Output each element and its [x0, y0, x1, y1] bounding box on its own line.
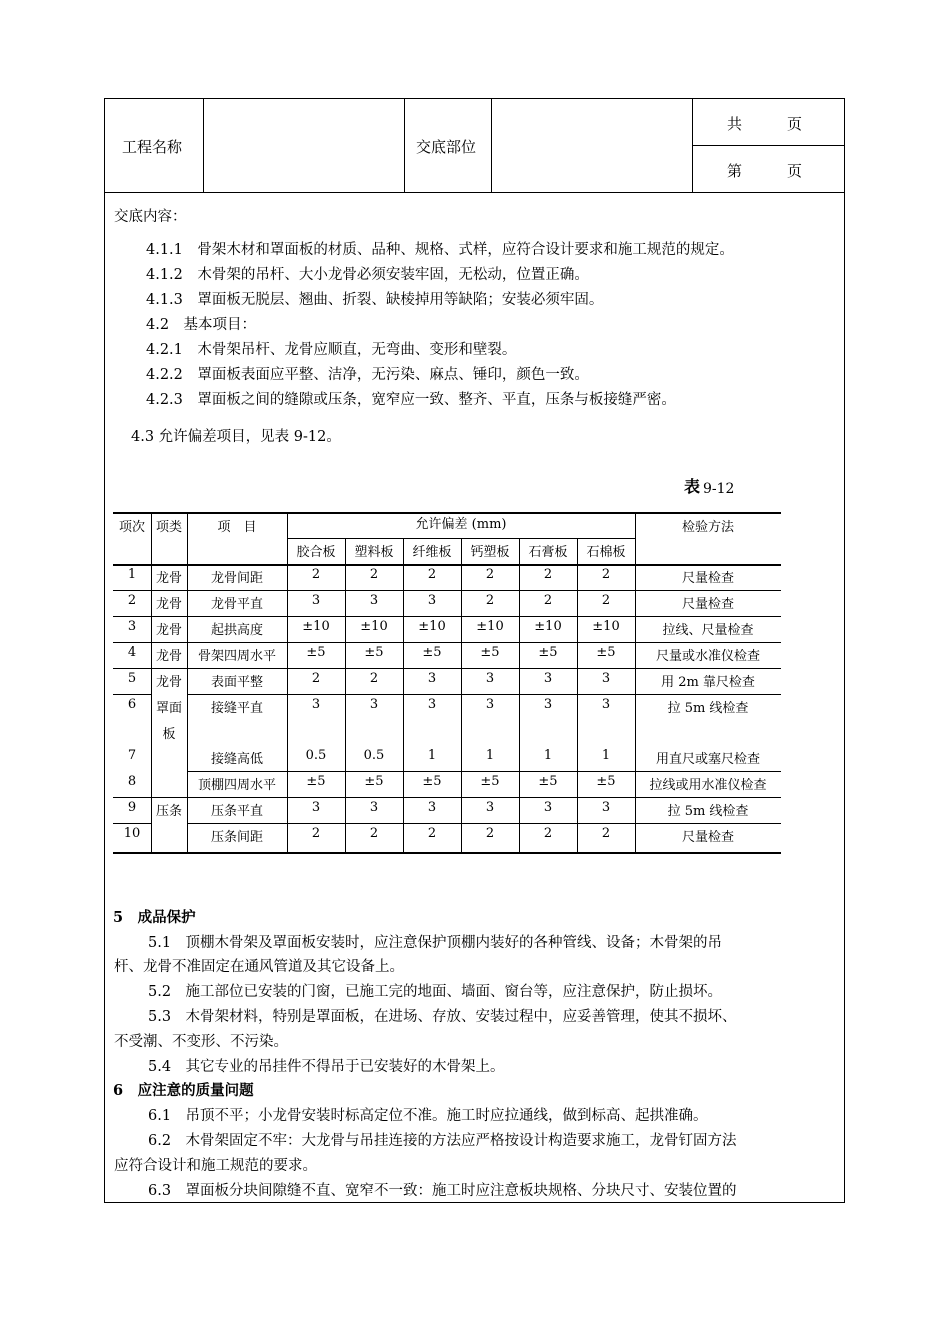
- cell-method: 用直尺或塞尺检查: [655, 752, 760, 767]
- section-6-1: 6.1 吊顶不平；小龙骨安装时标高定位不准。施工时应拉通线，做到标高、起拱准确。: [148, 1108, 708, 1124]
- col-header-method: 检验方法: [681, 520, 734, 535]
- cell-tolerance-value: 2: [543, 826, 553, 841]
- cell-tolerance-value: ±5: [364, 645, 384, 660]
- cell-tolerance-value: 2: [311, 567, 321, 582]
- cell-category: 龙骨: [155, 649, 182, 664]
- col-header-category: 项类: [155, 520, 182, 535]
- cell-category: 龙骨: [155, 623, 182, 638]
- cell-tolerance-value: 2: [369, 567, 379, 582]
- cell-tolerance-value: 3: [601, 800, 611, 815]
- cell-seq: 2: [127, 593, 137, 608]
- cell-item: 表面平整: [210, 675, 263, 690]
- cell-tolerance-value: 2: [427, 567, 437, 582]
- cell-tolerance-value: 3: [369, 593, 379, 608]
- cell-category: 龙骨: [155, 571, 182, 586]
- cell-seq: 3: [127, 619, 137, 634]
- cell-seq: 8: [127, 774, 137, 789]
- table-number: 9-12: [703, 481, 735, 497]
- table-rule: [113, 797, 781, 798]
- cell-method: 拉线或用水准仪检查: [649, 778, 767, 793]
- col-header-material: 胶合板: [296, 545, 336, 560]
- table-rule: [113, 694, 151, 695]
- cell-category-cont: 板: [162, 727, 176, 742]
- col-header-tolerance: 允许偏差 (mm): [415, 517, 507, 532]
- header-divider: [404, 99, 405, 192]
- cell-tolerance-value: 2: [311, 826, 321, 841]
- cell-seq: 4: [127, 645, 137, 660]
- item-4-3: 4.3 允许偏差项目，见表 9-12。: [131, 429, 341, 445]
- cell-tolerance-value: 2: [601, 826, 611, 841]
- cell-seq: 5: [127, 671, 137, 686]
- cell-tolerance-value: 2: [543, 593, 553, 608]
- section-6-2-cont: 应符合设计和施工规范的要求。: [114, 1158, 317, 1174]
- cell-category: 罩面: [155, 701, 182, 716]
- cell-tolerance-value: ±10: [534, 619, 562, 634]
- cell-tolerance-value: 1: [543, 748, 553, 763]
- cell-tolerance-value: 0.5: [305, 748, 327, 763]
- cell-item: 顶棚四周水平: [197, 778, 276, 793]
- section-5-1: 5.1 顶棚木骨架及罩面板安装时，应注意保护顶棚内装好的各种管线、设备；木骨架的吊: [148, 935, 723, 951]
- col-header-material: 塑料板: [354, 545, 394, 560]
- cell-tolerance-value: 3: [427, 671, 437, 686]
- cell-tolerance-value: 3: [485, 671, 495, 686]
- cell-method: 拉 5m 线检查: [667, 701, 749, 716]
- section-5-4: 5.4 其它专业的吊挂件不得吊于已安装好的木骨架上。: [148, 1059, 505, 1075]
- table-rule: [113, 616, 781, 617]
- cell-tolerance-value: 1: [601, 748, 611, 763]
- col-header-seq: 项次: [118, 520, 145, 535]
- table-rule: [113, 642, 781, 643]
- page-number-label: 第 页: [727, 162, 803, 180]
- cell-tolerance-value: 2: [369, 826, 379, 841]
- cell-tolerance-value: 3: [543, 697, 553, 712]
- section-6-2: 6.2 木骨架固定不牢：大龙骨与吊挂连接的方法应严格按设计构造要求施工，龙骨钉固方法: [148, 1133, 737, 1149]
- cell-method: 尺量检查: [681, 830, 734, 845]
- cell-category: 龙骨: [155, 597, 182, 612]
- table-rule: [187, 823, 781, 824]
- cell-tolerance-value: 3: [427, 697, 437, 712]
- item-4-1-1: 4.1.1 骨架木材和罩面板的材质、品种、规格、式样，应符合设计要求和施工规范的规定。: [146, 242, 734, 258]
- cell-item: 起拱高度: [210, 623, 263, 638]
- total-pages-label: 共 页: [727, 115, 803, 133]
- cell-item: 龙骨间距: [210, 571, 263, 586]
- cell-tolerance-value: ±5: [480, 774, 500, 789]
- col-header-material: 纤维板: [412, 545, 452, 560]
- cell-item: 压条平直: [210, 804, 263, 819]
- cell-tolerance-value: 2: [485, 567, 495, 582]
- header-divider: [491, 99, 492, 192]
- table-rule: [187, 694, 781, 695]
- cell-tolerance-value: 1: [427, 748, 437, 763]
- project-name-label: 工程名称: [122, 138, 183, 156]
- cell-tolerance-value: 3: [485, 800, 495, 815]
- cell-seq: 10: [123, 826, 141, 841]
- cell-tolerance-value: 3: [369, 800, 379, 815]
- cell-seq: 9: [127, 800, 137, 815]
- cell-method: 拉线、尺量检查: [662, 623, 754, 638]
- cell-tolerance-value: 2: [543, 567, 553, 582]
- cell-item: 接缝高低: [210, 752, 263, 767]
- table-title: 表: [684, 477, 701, 496]
- cell-tolerance-value: 2: [369, 671, 379, 686]
- cell-tolerance-value: ±5: [480, 645, 500, 660]
- cell-tolerance-value: 2: [601, 593, 611, 608]
- item-4-2-2: 4.2.2 罩面板表面应平整、洁净，无污染、麻点、锤印，颜色一致。: [146, 367, 589, 383]
- cell-tolerance-value: ±10: [476, 619, 504, 634]
- cell-method: 尺量检查: [681, 571, 734, 586]
- header-divider: [203, 99, 204, 192]
- cell-tolerance-value: 3: [311, 697, 321, 712]
- cell-tolerance-value: ±5: [538, 774, 558, 789]
- table-rule: [113, 823, 151, 824]
- section-5-3-cont: 不受潮、不变形、不污染。: [114, 1034, 288, 1050]
- cell-tolerance-value: 2: [485, 826, 495, 841]
- table-rule: [113, 590, 781, 591]
- cell-tolerance-value: 2: [311, 671, 321, 686]
- cell-tolerance-value: ±5: [422, 645, 442, 660]
- col-header-material: 石棉板: [586, 545, 626, 560]
- table-bottom-rule: [113, 852, 781, 854]
- section-5-2: 5.2 施工部位已安装的门窗，已施工完的地面、墙面、窗台等，应注意保护，防止损坏。: [148, 984, 723, 1000]
- cell-tolerance-value: 3: [543, 671, 553, 686]
- cell-category: 龙骨: [155, 675, 182, 690]
- cell-method: 拉 5m 线检查: [667, 804, 749, 819]
- content-label: 交底内容：: [114, 209, 187, 225]
- table-rule: [113, 668, 781, 669]
- col-header-material: 钙塑板: [470, 545, 510, 560]
- cell-tolerance-value: 3: [311, 593, 321, 608]
- cell-tolerance-value: 3: [311, 800, 321, 815]
- item-4-2-3: 4.2.3 罩面板之间的缝隙或压条，宽窄应一致、整齐、平直，压条与板接缝严密。: [146, 392, 676, 408]
- cell-item: 压条间距: [210, 830, 263, 845]
- cell-tolerance-value: 3: [543, 800, 553, 815]
- cell-tolerance-value: 3: [601, 697, 611, 712]
- section-5-1-cont: 杆、龙骨不准固定在通风管道及其它设备上。: [114, 959, 404, 975]
- cell-seq: 7: [127, 748, 137, 763]
- cell-seq: 6: [127, 697, 137, 712]
- cell-tolerance-value: 2: [427, 826, 437, 841]
- item-4-1-3: 4.1.3 罩面板无脱层、翘曲、折裂、缺棱掉用等缺陷；安装必须牢固。: [146, 292, 604, 308]
- cell-tolerance-value: 1: [485, 748, 495, 763]
- cell-tolerance-value: 0.5: [363, 748, 385, 763]
- cell-method: 尺量检查: [681, 597, 734, 612]
- header-divider: [692, 145, 844, 146]
- cell-tolerance-value: ±5: [596, 645, 616, 660]
- handover-part-label: 交底部位: [416, 138, 477, 156]
- section-6-3: 6.3 罩面板分块间隙缝不直、宽窄不一致：施工时应注意板块规格、分块尺寸、安装位置的: [148, 1183, 737, 1199]
- table-rule: [187, 771, 781, 772]
- table-header-bottom-rule: [113, 564, 781, 566]
- col-header-material: 石膏板: [528, 545, 568, 560]
- item-4-1-2: 4.1.2 木骨架的吊杆、大小龙骨必须安装牢固，无松动，位置正确。: [146, 267, 589, 283]
- cell-method: 用 2m 靠尺检查: [661, 675, 755, 690]
- cell-tolerance-value: ±5: [596, 774, 616, 789]
- col-header-item: 项 目: [217, 520, 257, 535]
- cell-tolerance-value: 3: [369, 697, 379, 712]
- cell-tolerance-value: ±10: [418, 619, 446, 634]
- cell-tolerance-value: 2: [601, 567, 611, 582]
- cell-item: 龙骨平直: [210, 597, 263, 612]
- cell-item: 骨架四周水平: [197, 649, 276, 664]
- cell-seq: 1: [127, 567, 137, 582]
- cell-tolerance-value: ±5: [306, 645, 326, 660]
- cell-tolerance-value: ±5: [364, 774, 384, 789]
- cell-tolerance-value: 3: [601, 671, 611, 686]
- cell-tolerance-value: ±10: [302, 619, 330, 634]
- cell-tolerance-value: 3: [427, 800, 437, 815]
- section-6-title: 6 应注意的质量问题: [113, 1082, 254, 1099]
- item-4-2-1: 4.2.1 木骨架吊杆、龙骨应顺直，无弯曲、变形和壁裂。: [146, 342, 517, 358]
- cell-tolerance-value: ±5: [306, 774, 326, 789]
- cell-tolerance-value: 3: [427, 593, 437, 608]
- cell-tolerance-value: ±10: [360, 619, 388, 634]
- cell-tolerance-value: ±10: [592, 619, 620, 634]
- cell-tolerance-value: ±5: [422, 774, 442, 789]
- header-table: [105, 99, 844, 193]
- cell-tolerance-value: 3: [485, 697, 495, 712]
- cell-tolerance-value: ±5: [538, 645, 558, 660]
- cell-item: 接缝平直: [210, 701, 263, 716]
- cell-method: 尺量或水准仪检查: [655, 649, 760, 664]
- item-4-2: 4.2 基本项目：: [146, 317, 257, 333]
- section-5-3: 5.3 木骨架材料，特别是罩面板，在进场、存放、安装过程中，应妥善管理，使其不损坏、: [148, 1009, 737, 1025]
- cell-category: 压条: [155, 804, 182, 819]
- cell-tolerance-value: 2: [485, 593, 495, 608]
- section-5-title: 5 成品保护: [113, 909, 196, 926]
